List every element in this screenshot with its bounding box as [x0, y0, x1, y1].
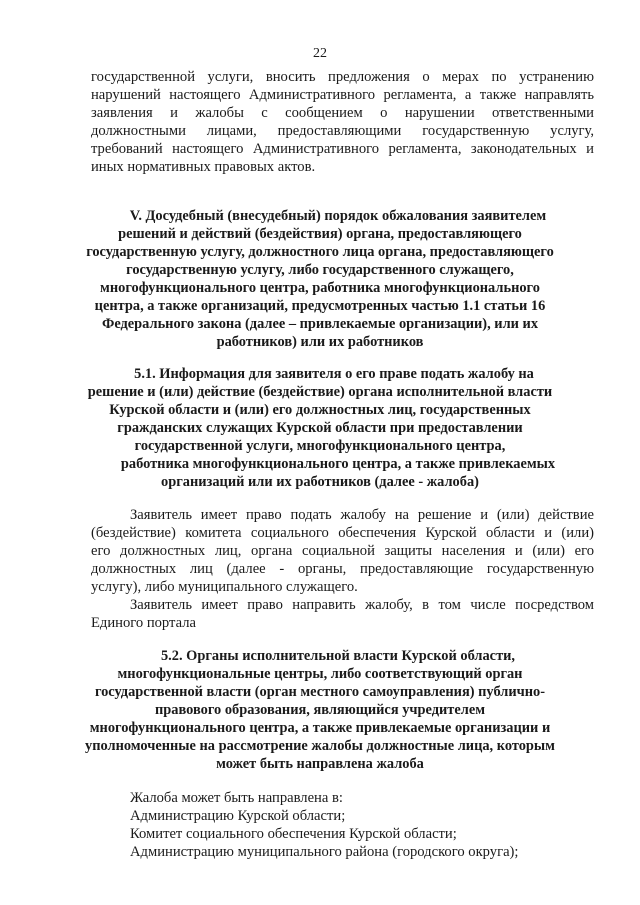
section-v-heading-line: государственную услугу, либо государственного служащего,	[126, 262, 514, 278]
section-5-1-heading-line: Курской области и (или) его должностных лиц, государственных	[109, 402, 531, 418]
section-v-heading-line: государственную услугу, должностного лица органа, предоставляющего	[86, 244, 554, 260]
section-5-1-heading-line: решение и (или) действие (бездействие) органа исполнительной власти	[87, 384, 553, 400]
list-item: Комитет социального обеспечения Курской области;	[130, 826, 457, 842]
section-v-heading-line: V. Досудебный (внесудебный) порядок обжалования заявителем	[129, 208, 547, 224]
list-item: Жалоба может быть направлена в:	[130, 790, 343, 806]
section-5-1-heading-line: организаций или их работников (далее - жалоба)	[161, 474, 479, 490]
list-item: Администрацию муниципального района (городского округа);	[130, 844, 519, 860]
intro-line: требований настоящего Административного регламента, законодательных и	[91, 141, 594, 157]
section-5-2-heading-line: многофункциональные центры, либо соответствующий орган	[117, 666, 523, 682]
paragraph-5-1-line: Заявитель имеет право подать жалобу на решение и (или) действие	[130, 507, 594, 523]
intro-line: заявления и жалобы с сообщением о нарушении ответственными	[91, 105, 594, 121]
section-v-heading-line: Федерального закона (далее – привлекаемые организации), или их	[101, 316, 539, 332]
section-v-heading-line: решений и действий (бездействия) органа, предоставляющего	[118, 226, 522, 242]
section-5-1-heading-line: 5.1. Информация для заявителя о его праве подать жалобу на	[134, 366, 534, 382]
paragraph-5-1-line: услугу), либо муниципального служащего.	[91, 579, 358, 595]
section-5-2-heading-line: многофункционального центра, а также привлекаемые организации и	[89, 720, 551, 736]
section-v-heading-line: работников) или их работников	[216, 334, 424, 350]
paragraph-5-1-line: должностных лиц (далее - органы, предоставляющие государственную	[91, 561, 594, 577]
section-v-heading-line: многофункционального центра, работника многофункционального	[100, 280, 540, 296]
section-5-1-heading-line: работника многофункционального центра, а также привлекаемых	[120, 456, 556, 472]
intro-line: должностными лицами, предоставляющими государственную услугу,	[91, 123, 594, 139]
section-5-2-heading-line: уполномоченные на рассмотрение жалобы должностные лица, которым	[85, 738, 555, 754]
section-5-1-heading-line: государственной услуги, многофункционального центра,	[134, 438, 506, 454]
intro-line: иных нормативных правовых актов.	[91, 159, 316, 175]
section-5-1-heading-line: гражданских служащих Курской области при предоставлении	[117, 420, 523, 436]
paragraph-5-1-line: Заявитель имеет право направить жалобу, в том числе посредством	[130, 597, 594, 613]
section-5-2-heading-line: государственной власти (орган местного самоуправления) публично-	[94, 684, 546, 700]
page-number: 22	[313, 46, 327, 61]
paragraph-5-1-line: (бездействие) комитета социального обеспечения Курской области и (или)	[91, 525, 594, 541]
section-5-2-heading-line: 5.2. Органы исполнительной власти Курской области,	[160, 648, 516, 664]
intro-line: государственной услуги, вносить предложения о мерах по устранению	[91, 69, 594, 85]
list-item: Администрацию Курской области;	[130, 808, 346, 824]
section-5-2-heading-line: может быть направлена жалоба	[216, 756, 424, 772]
section-v-heading-line: центра, а также организаций, предусмотренных частью 1.1 статьи 16	[94, 298, 546, 314]
paragraph-5-1-line: его должностных лиц, органа социальной защиты населения и (или) его	[91, 543, 594, 559]
section-5-2-heading-line: правового образования, являющийся учредителем	[154, 702, 486, 718]
paragraph-5-1-line: Единого портала	[91, 615, 196, 631]
intro-line: нарушений настоящего Административного регламента, а также направлять	[91, 87, 594, 103]
